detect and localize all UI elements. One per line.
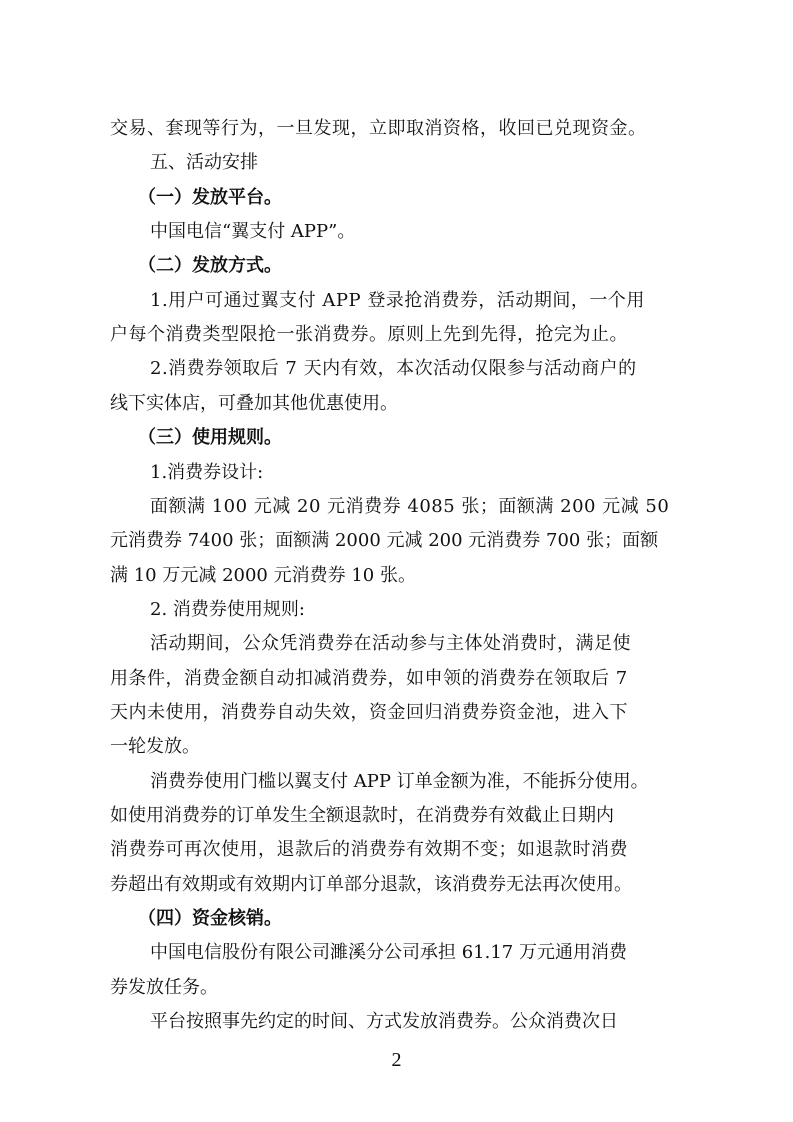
text-line: 1.消费券设计: — [150, 462, 264, 483]
text-line: 如使用消费券的订单发生全额退款时，在消费券有效截止日期内 — [110, 805, 614, 826]
text-line: 1.用户可通过翼支付 APP 登录抢消费券，活动期间，一个用 — [150, 290, 645, 311]
text-line: 中国电信股份有限公司濉溪分公司承担 61.17 万元通用消费 — [150, 942, 627, 963]
subsection-heading: （四）资金核销。 — [138, 908, 282, 929]
text-line: 天内未使用，消费券自动失效，资金回归消费券资金池，进入下 — [110, 702, 628, 723]
text-line: 户每个消费类型限抢一张消费券。原则上先到先得，抢完为止。 — [110, 324, 628, 345]
text-line: 交易、套现等行为，一旦发现，立即取消资格，收回已兑现资金。 — [110, 118, 647, 139]
text-line: 消费券可再次使用，退款后的消费券有效期不变；如退款时消费 — [110, 839, 628, 860]
text-line: 券发放任务。 — [110, 977, 218, 998]
text-line: 面额满 100 元减 20 元消费券 4085 张；面额满 200 元减 50 — [150, 496, 670, 517]
subsection-heading: （三）使用规则。 — [138, 427, 282, 448]
text-line: 中国电信“翼支付 APP”。 — [150, 221, 356, 242]
section-heading: 五、活动安排 — [150, 152, 258, 173]
subsection-heading: （二）发放方式。 — [138, 255, 282, 276]
text-line: 满 10 万元减 2000 元消费券 10 张。 — [110, 565, 416, 586]
text-line: 一轮发放。 — [110, 736, 200, 757]
subsection-heading: （一）发放平台。 — [138, 187, 282, 208]
text-line: 元消费券 7400 张；面额满 2000 元减 200 元消费券 700 张；面额 — [110, 530, 659, 551]
text-line: 券超出有效期或有效期内订单部分退款，该消费券无法再次使用。 — [110, 874, 632, 895]
page-number: 2 — [391, 1049, 402, 1071]
text-line: 2.消费券领取后 7 天内有效，本次活动仅限参与活动商户的 — [150, 358, 637, 379]
text-line: 线下实体店，可叠加其他优惠使用。 — [110, 393, 398, 414]
text-line: 2. 消费券使用规则: — [150, 599, 305, 620]
text-line: 平台按照事先约定的时间、方式发放消费券。公众消费次日 — [150, 1011, 618, 1032]
text-line: 消费券使用门槛以翼支付 APP 订单金额为准，不能拆分使用。 — [150, 771, 649, 792]
text-line: 用条件，消费金额自动扣减消费券，如申领的消费券在领取后 7 — [110, 668, 628, 689]
text-line: 活动期间，公众凭消费券在活动参与主体处消费时，满足使 — [150, 633, 631, 654]
